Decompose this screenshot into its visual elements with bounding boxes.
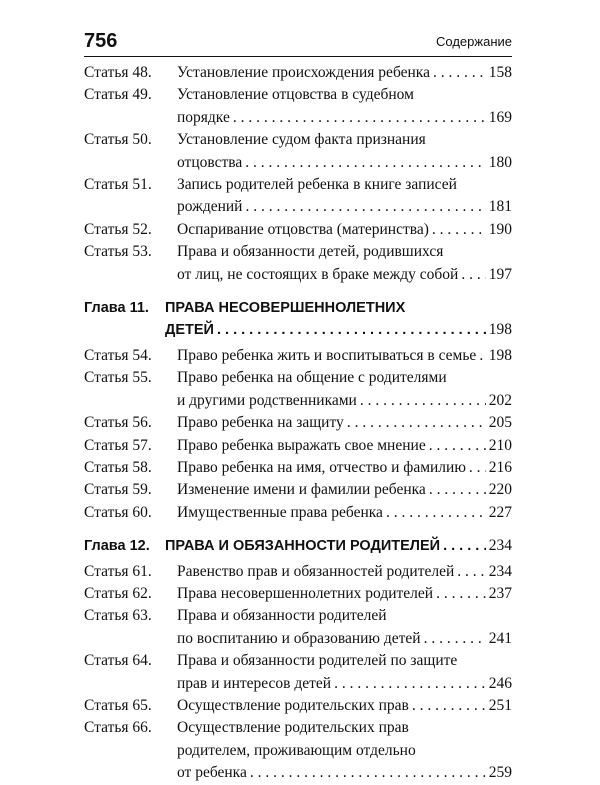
toc-entry — [84, 583, 512, 605]
toc-title-line — [177, 107, 512, 129]
toc-entry-title — [165, 535, 512, 557]
toc-entry-label: Статья 52. — [84, 220, 152, 238]
toc-entry-title — [177, 62, 512, 84]
toc-entry-label: Статья 58. — [84, 458, 152, 476]
toc-title-line — [177, 219, 512, 241]
toc-entry-title — [177, 650, 512, 695]
toc-page-number: 180 — [488, 153, 512, 171]
toc-entry — [84, 457, 512, 479]
toc-entry-title — [177, 412, 512, 434]
toc-page-number: 205 — [488, 414, 512, 432]
dot-leader — [409, 695, 486, 717]
toc-entry-label: Статья 63. — [84, 607, 152, 625]
toc-title-text: Установление отцовства в судебном — [177, 86, 414, 104]
toc-entry — [84, 174, 512, 219]
toc-title-text: Права и обязанности родителей по защите — [177, 652, 458, 670]
toc-entry-label: Статья 53. — [84, 243, 152, 261]
toc-title-text: ДЕТЕЙ — [165, 322, 214, 339]
toc-chapter — [84, 535, 512, 557]
dot-leader — [466, 457, 486, 479]
dot-leader — [383, 502, 486, 524]
toc-title-line — [177, 435, 512, 457]
toc-title-line — [165, 297, 512, 319]
toc-entry-label: Статья 57. — [84, 436, 152, 454]
toc-entry-title — [177, 457, 512, 479]
toc-page-number: 216 — [488, 458, 512, 476]
dot-leader — [331, 673, 486, 695]
toc-title-text: Установление происхождения ребенка — [177, 64, 430, 81]
dot-leader — [429, 219, 486, 241]
dot-leader — [458, 264, 485, 286]
toc-entry — [84, 561, 512, 583]
toc-title-line — [177, 62, 512, 84]
toc-page-number: 237 — [488, 584, 512, 602]
toc-title-line — [177, 412, 512, 434]
toc-page-number: 198 — [488, 346, 512, 364]
toc-entry — [84, 412, 512, 434]
toc-entry-title — [177, 174, 512, 219]
toc-title-text: Право ребенка на имя, отчество и фамилию — [177, 458, 466, 476]
toc-entry-title — [177, 241, 512, 286]
running-title: Содержание — [436, 34, 512, 49]
toc-page-number: 259 — [488, 764, 512, 782]
toc-entry — [84, 219, 512, 241]
toc-entry — [84, 367, 512, 412]
toc-title-text: порядке — [177, 108, 230, 126]
toc-title-text: Запись родителей ребенка в книге записей — [177, 176, 457, 194]
toc-title-text: Право ребенка на общение с родителями — [177, 369, 447, 387]
toc-title-text: Право ребенка жить и воспитываться в семье — [177, 346, 477, 364]
toc-entry — [84, 129, 512, 174]
toc-page-number: 190 — [488, 220, 512, 238]
toc-title-line — [177, 174, 512, 196]
toc-entry — [84, 435, 512, 457]
toc-title-line — [177, 605, 512, 627]
toc-title-line — [177, 264, 512, 286]
toc-entry — [84, 479, 512, 501]
dot-leader — [214, 319, 486, 341]
toc-page-number: 227 — [488, 503, 512, 521]
toc-entry-title — [177, 435, 512, 457]
toc-entry — [84, 717, 512, 784]
toc-entry-label: Глава 11. — [84, 300, 149, 317]
toc-page-number: 202 — [488, 391, 512, 409]
toc-title-line — [177, 345, 512, 367]
toc-title-text: Осуществление родительских прав — [177, 696, 409, 714]
toc-title-text: и другими родственниками — [177, 391, 357, 409]
toc-entry-label: Статья 51. — [84, 176, 152, 194]
toc-entry-title — [177, 695, 512, 717]
toc-page-number: 241 — [488, 629, 512, 647]
toc-title-line — [177, 367, 512, 389]
toc-page-number: 181 — [488, 198, 512, 216]
toc-entry-label: Статья 50. — [84, 131, 152, 149]
dot-leader — [426, 479, 486, 501]
dot-leader — [430, 62, 486, 84]
toc-entry-title — [177, 219, 512, 241]
toc-title-line — [177, 695, 512, 717]
toc-title-text: по воспитанию и образованию детей — [177, 629, 421, 647]
dot-leader — [426, 435, 486, 457]
toc-title-text: Имущественные права ребенка — [177, 503, 383, 521]
toc-page-number: 158 — [488, 64, 512, 81]
toc-page-number: 246 — [488, 674, 512, 692]
toc-entry — [84, 605, 512, 650]
toc-entry-label: Глава 12. — [84, 538, 150, 555]
toc-entry-label: Статья 48. — [84, 64, 152, 81]
toc-title-line — [177, 673, 512, 695]
toc-entry — [84, 62, 512, 84]
toc-title-text: Права и обязанности детей, родившихся — [177, 243, 444, 261]
table-of-contents — [84, 62, 512, 785]
toc-title-text: Права несовершеннолетних родителей — [177, 584, 434, 602]
toc-title-line — [177, 196, 512, 218]
toc-title-line — [177, 762, 512, 784]
toc-chapter — [84, 297, 512, 342]
toc-entry-label: Статья 54. — [84, 346, 152, 364]
dot-leader — [242, 152, 486, 174]
toc-entry — [84, 695, 512, 717]
toc-title-text: ПРАВА И ОБЯЗАННОСТИ РОДИТЕЛЕЙ — [165, 538, 441, 555]
toc-title-text: от лиц, не состоящих в браке между собой — [177, 265, 459, 283]
dot-leader — [230, 107, 486, 129]
page-number: 756 — [84, 30, 118, 52]
toc-entry-title — [177, 345, 512, 367]
toc-title-line — [177, 628, 512, 650]
toc-title-line — [177, 717, 512, 739]
toc-entry — [84, 502, 512, 524]
toc-entry-label: Статья 49. — [84, 86, 152, 104]
toc-entry-title — [177, 717, 512, 784]
toc-page-number: 198 — [488, 321, 512, 339]
toc-entry-title — [177, 129, 512, 174]
toc-title-text: ПРАВА НЕСОВЕРШЕННОЛЕТНИХ — [165, 300, 406, 317]
toc-entry-label: Статья 61. — [84, 562, 152, 580]
dot-leader — [433, 583, 486, 605]
dot-leader — [357, 390, 486, 412]
toc-entry-title — [177, 84, 512, 129]
toc-entry — [84, 650, 512, 695]
toc-entry — [84, 84, 512, 129]
toc-page-number: 251 — [488, 696, 512, 714]
toc-entry-label: Статья 65. — [84, 696, 152, 714]
toc-title-text: Права и обязанности родителей — [177, 607, 387, 625]
toc-title-line — [165, 319, 512, 341]
toc-title-line — [177, 241, 512, 263]
toc-page-number: 220 — [488, 481, 512, 499]
toc-entry-title — [165, 297, 512, 342]
toc-page-number: 234 — [488, 562, 512, 580]
toc-title-text: Установление судом факта признания — [177, 131, 426, 149]
toc-entry — [84, 241, 512, 286]
toc-title-text: от ребенка — [177, 764, 247, 782]
dot-leader — [476, 345, 485, 367]
toc-title-line — [177, 502, 512, 524]
toc-title-line — [177, 457, 512, 479]
toc-title-line — [177, 561, 512, 583]
toc-title-text: Равенство прав и обязанностей родителей — [177, 562, 455, 580]
toc-title-text: Право ребенка на защиту — [177, 414, 344, 432]
toc-title-line — [177, 740, 512, 762]
toc-title-line — [177, 84, 512, 106]
toc-page-number: 197 — [488, 265, 512, 283]
toc-title-line — [177, 479, 512, 501]
toc-entry-label: Статья 66. — [84, 719, 152, 737]
toc-entry-label: Статья 55. — [84, 369, 152, 387]
dot-leader — [242, 196, 485, 218]
toc-entry-title — [177, 605, 512, 650]
toc-entry-title — [177, 367, 512, 412]
toc-entry-title — [177, 561, 512, 583]
toc-title-line — [165, 535, 512, 557]
toc-title-line — [177, 650, 512, 672]
toc-title-line — [177, 129, 512, 151]
toc-entry-label: Статья 60. — [84, 503, 152, 521]
toc-title-text: рождений — [177, 198, 243, 216]
dot-leader — [454, 561, 485, 583]
toc-title-text: родителем, проживающим отдельно — [177, 741, 416, 759]
page-header — [84, 28, 512, 54]
toc-title-text: Изменение имени и фамилии ребенка — [177, 481, 426, 499]
toc-title-line — [177, 583, 512, 605]
toc-entry-title — [177, 479, 512, 501]
toc-title-text: Осуществление родительских прав — [177, 719, 409, 737]
header-rule — [84, 56, 512, 57]
toc-title-line — [177, 390, 512, 412]
toc-entry-label: Статья 62. — [84, 584, 152, 602]
toc-page-number: 169 — [488, 108, 512, 126]
toc-entry-label: Статья 56. — [84, 414, 152, 432]
toc-title-text: прав и интересов детей — [177, 674, 332, 692]
toc-page-number: 234 — [488, 537, 512, 555]
toc-title-line — [177, 152, 512, 174]
dot-leader — [440, 535, 486, 557]
dot-leader — [421, 628, 486, 650]
toc-entry-label: Статья 64. — [84, 652, 152, 670]
toc-title-text: отцовства — [177, 153, 243, 171]
toc-entry-label: Статья 59. — [84, 481, 152, 499]
toc-entry-title — [177, 583, 512, 605]
toc-entry — [84, 345, 512, 367]
toc-entry-title — [177, 502, 512, 524]
toc-page-number: 210 — [488, 436, 512, 454]
toc-title-text: Оспаривание отцовства (материнства) — [177, 220, 429, 238]
dot-leader — [247, 762, 486, 784]
dot-leader — [344, 412, 486, 434]
toc-title-text: Право ребенка выражать свое мнение — [177, 436, 426, 454]
